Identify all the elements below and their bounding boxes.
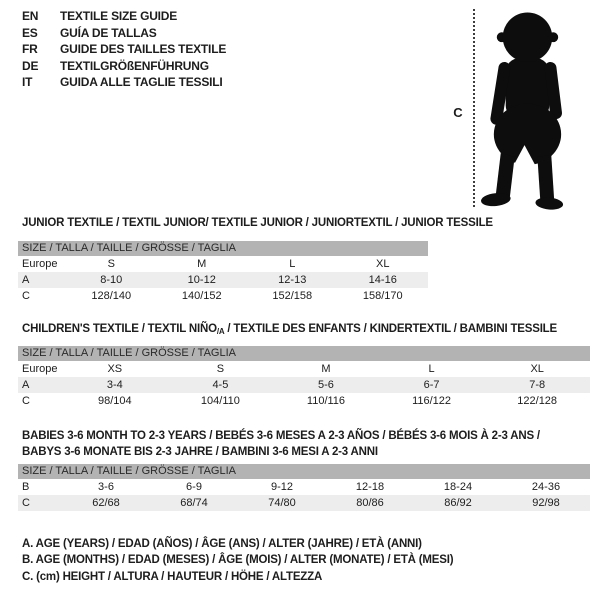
list-item	[22, 41, 226, 58]
table-row	[18, 495, 590, 511]
table-cell: 158/170	[362, 290, 403, 302]
table-cell: 74/80	[268, 497, 296, 509]
table-cell: 5-6	[318, 379, 334, 391]
legend-line-a: A. AGE (YEARS) / EDAD (AÑOS) / ÂGE (ANS) / ALTER (JAHRE) / ETÀ (ANNI)	[22, 538, 422, 550]
table-cell: XL	[376, 258, 390, 270]
table-cell: 3-6	[98, 481, 114, 493]
legend-line-c: C. (cm) HEIGHT / ALTURA / HAUTEUR / HÖHE / ALTEZZA	[22, 570, 323, 583]
height-dotted-line	[473, 9, 475, 207]
table-cell: 104/110	[200, 395, 240, 407]
table-cell: XS	[107, 363, 123, 375]
table-cell: 8-10	[100, 274, 123, 286]
table-cell: 18-24	[443, 481, 473, 493]
table-cell: L	[289, 258, 296, 270]
size-header-band: SIZE / TALLA / TAILLE / GRÖSSE / TAGLIA	[18, 346, 590, 361]
children-section-title	[22, 321, 557, 338]
babies-section-title	[22, 428, 540, 460]
table-cell: 62/68	[92, 497, 120, 509]
row-label: Europe	[22, 363, 58, 375]
language-code: IT	[22, 75, 33, 90]
junior-section-title: JUNIOR TEXTILE / TEXTIL JUNIOR/ TEXTILE JUNIOR / JUNIORTEXTIL / JUNIOR TESSILE	[22, 217, 493, 229]
title-text: CHILDREN'S TEXTILE / TEXTIL NIÑO	[22, 323, 217, 335]
table-row	[18, 393, 590, 409]
babies-size-table	[18, 464, 590, 511]
table-row	[18, 272, 428, 288]
table-cell: S	[216, 363, 225, 375]
list-item	[22, 58, 226, 75]
table-cell: 4-5	[212, 379, 229, 391]
title-line-1: BABIES 3-6 MONTH TO 2-3 YEARS / BEBÉS 3-6 MESES A 2-3 AÑOS / BÉBÉS 3-6 MOIS À 2-3 ANS /	[22, 430, 540, 442]
table-cell: 92/98	[532, 497, 560, 509]
table-cell: 152/158	[272, 290, 313, 302]
row-label: A	[22, 274, 30, 286]
junior-size-table	[18, 241, 428, 304]
list-item	[22, 74, 226, 91]
table-cell: 86/92	[444, 497, 472, 509]
list-item	[22, 8, 226, 25]
row-label: B	[22, 481, 30, 493]
table-row	[18, 479, 590, 495]
table-cell: 12-18	[355, 481, 385, 493]
table-cell: 6-7	[423, 379, 440, 391]
table-cell: 6-9	[186, 481, 202, 493]
table-cell: 14-16	[368, 274, 397, 286]
table-cell: 116/122	[412, 395, 452, 407]
baby-silhouette-icon	[477, 8, 576, 212]
table-cell: 110/116	[306, 395, 346, 407]
table-cell: 68/74	[180, 497, 208, 509]
table-row	[18, 377, 590, 393]
table-cell: 122/128	[517, 395, 558, 407]
table-cell: L	[428, 363, 435, 375]
title-text: / TEXTILE DES ENFANTS / KINDERTEXTIL / BAMBINI TESSILE	[224, 323, 557, 335]
language-code: FR	[22, 42, 38, 57]
row-label: C	[22, 497, 30, 509]
table-row	[18, 288, 428, 304]
table-cell: 10-12	[187, 274, 216, 286]
title-line-2: BABYS 3-6 MONATE BIS 2-3 JAHRE / BAMBINI 3-6 MESI A 2-3 ANNI	[22, 446, 378, 458]
table-cell: 3-4	[106, 379, 123, 391]
row-label: C	[22, 290, 30, 302]
table-cell: 128/140	[91, 290, 132, 302]
guide-title: GUIDE DES TAILLES TEXTILE	[60, 42, 227, 57]
language-code: EN	[22, 9, 39, 23]
table-cell: 7-8	[529, 379, 546, 391]
language-code: DE	[22, 58, 39, 73]
children-size-table	[18, 346, 590, 409]
table-cell: M	[197, 258, 207, 270]
table-cell: S	[107, 258, 115, 270]
table-cell: XL	[530, 363, 544, 375]
measurement-legend	[22, 536, 453, 585]
table-cell: 24-36	[531, 481, 561, 493]
language-title-list	[22, 8, 226, 91]
table-cell: 140/152	[181, 290, 222, 302]
row-label: A	[22, 379, 30, 391]
size-header-band: SIZE / TALLA / TAILLE / GRÖSSE / TAGLIA	[18, 464, 590, 479]
table-cell: 98/104	[97, 395, 132, 407]
legend-line-b: B. AGE (MONTHS) / EDAD (MESES) / ÂGE (MOIS) / ALTER (MONATE) / ETÀ (MESI)	[22, 554, 454, 567]
guide-title: GUIDA ALLE TAGLIE TESSILI	[60, 75, 223, 90]
table-cell: 12-13	[278, 274, 307, 286]
table-row	[18, 256, 428, 272]
row-label: C	[22, 395, 30, 407]
table-cell: M	[321, 363, 331, 375]
table-cell: 9-12	[270, 481, 294, 493]
guide-title: TEXTILGRÖßENFÜHRUNG	[60, 58, 209, 73]
guide-title: TEXTILE SIZE GUIDE	[60, 9, 178, 23]
row-label: Europe	[22, 258, 58, 270]
language-code: ES	[22, 25, 38, 40]
table-row	[18, 361, 590, 377]
list-item	[22, 25, 226, 42]
size-header-band: SIZE / TALLA / TAILLE / GRÖSSE / TAGLIA	[18, 241, 428, 256]
title-subscript: /A	[216, 327, 225, 336]
height-measure-label: C	[453, 105, 463, 120]
table-cell: 80/86	[356, 497, 384, 509]
guide-title: GUÍA DE TALLAS	[60, 25, 157, 40]
